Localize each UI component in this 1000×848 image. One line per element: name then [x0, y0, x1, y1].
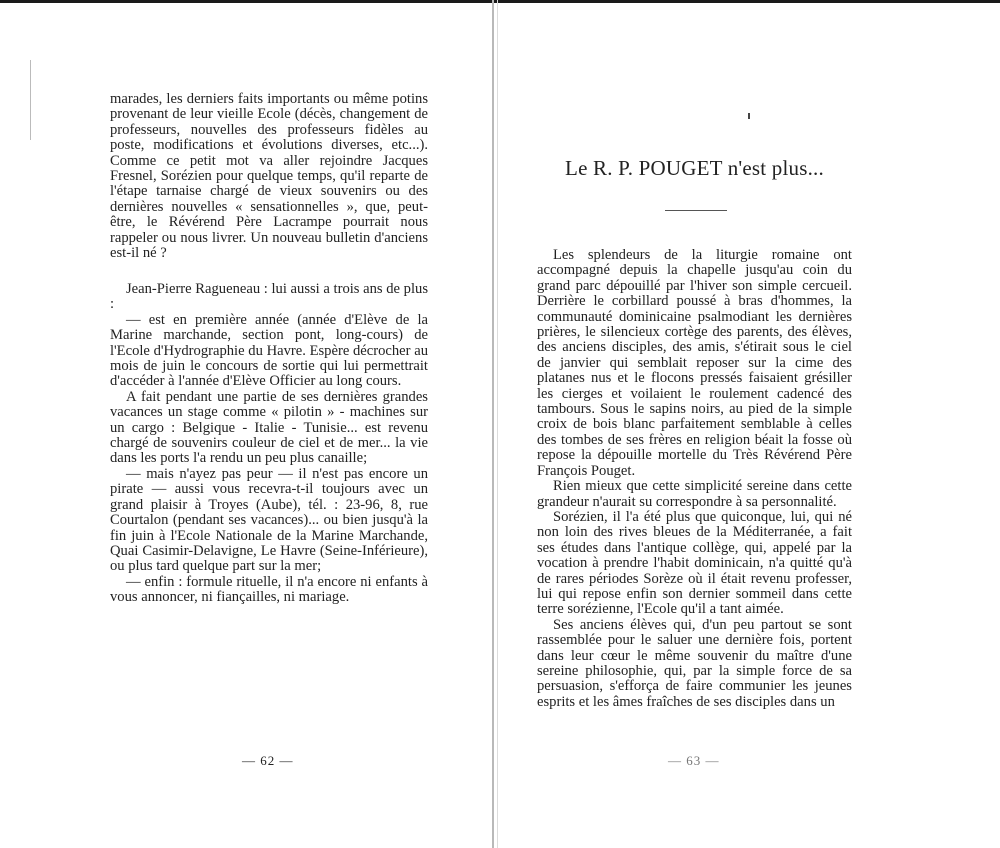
left-page-text-2 — [110, 282, 428, 606]
paragraph: Rien mieux que cette simplicité sereine dans cette grandeur n'aurait su correspondre à sa personnalité. — [537, 478, 852, 510]
paragraph: — est en première année (année d'Elève de la Marine marchande, section pont, long-cours) de l'Ecole d'Hydrographie du Havre. Espère décrocher au mois de juin le concours de sortie qui lui permettrait d'accéder à l'année d'Elève Officier au long cours. — [110, 311, 428, 390]
paragraph: Sorézien, il l'a été plus que quiconque, lui, qui né non loin des rives bleues de la Méditerranée, a fait ses études dans l'antique collège, qui, appelé par la vocation à prendre l'habit dominicain, n'a quitté qu'à de rares périodes Sorèze où il était revenu professer, lui qui repose enfin son dernier sommeil dans cette terre sorézienne, l'Ecole qu'il a tant aimée. — [537, 508, 852, 618]
paragraph: marades, les derniers faits importants ou même potins provenant de leur vieille Ecole (décès, changement de professeurs, nouvelles des professeurs fidèles au poste, modifications et évolutions diverses, etc...). Comme ce petit mot va aller rejoindre Jacques Fresnel, Sorézien pour quelque temps, qu'il reparte de l'étape tarnaise chargé de vieux souvenirs ou des dernières nouvelles « sensationnelles », que, peut-être, le Révérend Père Lacrampe pourrait nous rappeler ou nous livrer. Un nouveau bulletin d'anciens est-il né ? — [110, 91, 428, 262]
paragraph: Ses anciens élèves qui, d'un peu partout se sont rassemblée pour le saluer une dernière fois, portent dans leur cœur le même souvenir du maître d'une sereine philosophie, qui, par la simple force de sa persuasion, s'efforça de faire communier les jeunes esprits et les âmes fraîches de ses disciples dans un — [537, 616, 852, 710]
paragraph: Jean-Pierre Ragueneau : lui aussi a trois ans de plus : — [110, 281, 428, 313]
title-rule — [665, 210, 727, 211]
paragraph: Les splendeurs de la liturgie romaine ont accompagné depuis la chapelle jusqu'au coin du grand parc dépouillé par l'hiver son simple cercueil. Derrière le corbillard poussé à bras d'hommes, la communauté dominicaine psalmodiant les dernières prières, le silencieux cortège des parents, des élèves, des anciens disciples, des amis, s'étirait sous le ciel de janvier qui semblait reposer sur la cime des platanes nus et le flocons pressés faisaient grésiller les cierges et voilaient le roulement cadencé des tambours. Sous le sapins noirs, au pied de la simple croix de bois blanc parfaitement semblable à celles des tombes de ses frères en religion béait la fosse où repose la dépouille mortelle du Très Révérend Père François Pouget. — [537, 247, 852, 479]
scan-edge-mark — [30, 60, 31, 140]
left-page-text-1 — [110, 92, 428, 261]
paragraph: — enfin : formule rituelle, il n'a encore ni enfants à vous annoncer, ni fiançailles, ni mariage. — [110, 573, 428, 606]
page-number: — 62 — — [242, 753, 294, 768]
paragraph: A fait pendant une partie de ses dernières grandes vacances un stage comme « pilotin » - machines sur un cargo : Belgique - Italie - Tunisie... est revenu chargé de souvenirs couleur de ciel et de mer... la vie dans les ports l'a rendu un peu plus canaille; — [110, 388, 428, 467]
article-title: Le R. P. POUGET n'est plus... — [565, 156, 824, 180]
right-page-text — [537, 248, 852, 710]
left-page — [0, 0, 492, 848]
paragraph: — mais n'ayez pas peur — il n'est pas encore un pirate — aussi vous recevra-t-il toujours avec un grand plaisir à Troyes (Aube), tél. : 23-96, 8, rue Courtalon (pendant ses vacances)... ou bien jusqu'à la fin juin à l'Ecole Nationale de la Marine Marchande, Quai Casimir-Delavigne, Le Havre (Seine-Inférieure), ou plus tard quelque part sur la mer; — [110, 465, 428, 575]
scan-speck — [748, 113, 750, 119]
gutter-shadow — [492, 0, 494, 848]
page-number: — 63 — — [668, 753, 720, 768]
